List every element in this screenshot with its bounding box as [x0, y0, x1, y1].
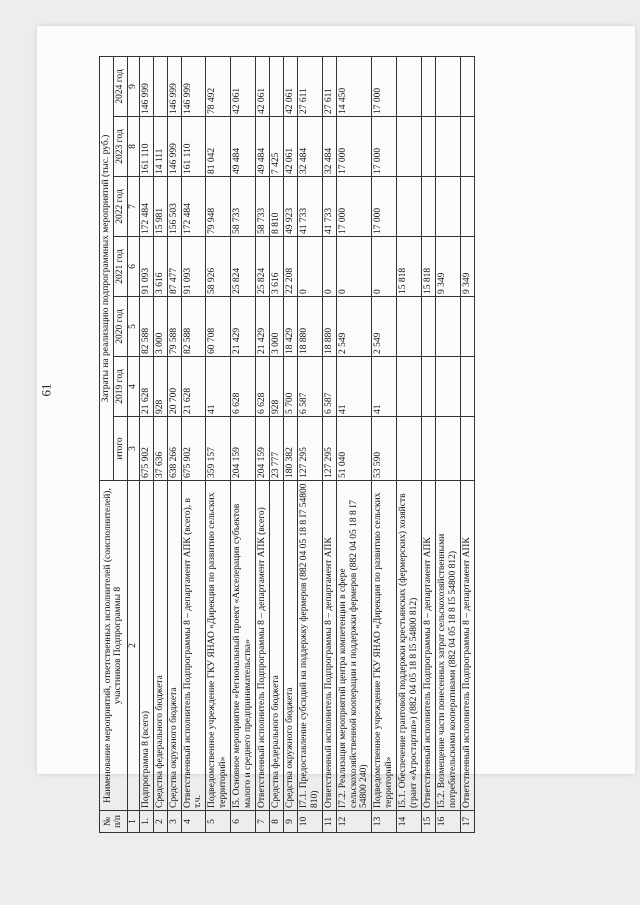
index-cell: 9 — [127, 56, 139, 116]
row-year-value: 49 484 — [256, 117, 270, 177]
row-year-value: 14 450 — [336, 56, 372, 116]
row-name: Средства окружного бюджета — [283, 481, 297, 811]
row-year-value: 17 000 — [372, 177, 397, 237]
row-year-value: 58 733 — [231, 177, 256, 237]
row-year-value: 5 700 — [283, 357, 297, 417]
row-name: Средства федерального бюджета — [269, 481, 283, 811]
row-year-value — [460, 297, 474, 357]
row-total — [422, 417, 436, 481]
row-name: Ответственный исполнитель Подпрограммы 8 – департамент АПК — [460, 481, 474, 811]
header-name: Наименование мероприятий, ответственных исполнителей (соисполнителей), участников Подпрограммы 8 — [100, 481, 128, 811]
row-year-value: 161 110 — [139, 117, 153, 177]
table-row — [231, 56, 256, 832]
row-year-value — [460, 357, 474, 417]
row-number: 4 — [181, 811, 206, 833]
row-name: I7.2. Реализация мероприятий центра компетенции в сфере сельскохозяйственной кооперации и поддержки фермеров (882 04 05 18 8 I7 54800 240) — [336, 481, 372, 811]
row-year-value: 82 588 — [139, 297, 153, 357]
row-year-value: 79 588 — [167, 297, 181, 357]
row-year-value: 21 429 — [256, 297, 270, 357]
row-name: Ответственный исполнитель Подпрограммы 8 – департамент АПК (всего) — [256, 481, 270, 811]
row-year-value: 17 000 — [336, 177, 372, 237]
table-row — [372, 56, 397, 832]
row-year-value: 18 429 — [283, 297, 297, 357]
header-year: 2020 год — [113, 297, 127, 357]
row-year-value: 32 484 — [297, 117, 322, 177]
header-year: 2019 год — [113, 357, 127, 417]
row-name: Средства окружного бюджета — [167, 481, 181, 811]
row-total: 53 590 — [372, 417, 397, 481]
row-year-value: 15 981 — [153, 177, 167, 237]
row-name: I5.1. Обеспечение грантовой поддержки крестьянских (фермерских) хозяйств (грант «Агростартап») (882 04 05 18 8 I5 54800 812) — [397, 481, 422, 811]
header-year: 2023 год — [113, 117, 127, 177]
row-year-value: 146 999 — [181, 56, 206, 116]
row-year-value: 15 818 — [422, 237, 436, 297]
row-year-value: 6 628 — [231, 357, 256, 417]
row-year-value: 49 923 — [283, 177, 297, 237]
row-year-value: 21 429 — [231, 297, 256, 357]
table-row — [397, 56, 422, 832]
row-year-value: 27 611 — [297, 56, 322, 116]
table-row — [322, 56, 336, 832]
row-year-value: 21 628 — [181, 357, 206, 417]
row-year-value — [435, 357, 460, 417]
index-cell: 2 — [127, 481, 139, 811]
row-number: 8 — [269, 811, 283, 833]
row-number: 10 — [297, 811, 322, 833]
page-number: 61 — [38, 383, 54, 397]
row-total — [435, 417, 460, 481]
table-row — [269, 56, 283, 832]
row-year-value: 161 110 — [181, 117, 206, 177]
row-year-value: 41 — [336, 357, 372, 417]
index-cell: 5 — [127, 297, 139, 357]
row-year-value — [397, 357, 422, 417]
row-total: 51 040 — [336, 417, 372, 481]
row-year-value — [435, 297, 460, 357]
index-cell: 1 — [127, 811, 139, 833]
row-year-value — [422, 56, 436, 116]
budget-table — [99, 56, 475, 833]
table-row — [460, 56, 474, 832]
header-total: итого — [113, 417, 127, 481]
row-year-value — [460, 56, 474, 116]
table-row — [256, 56, 270, 832]
row-year-value: 7 425 — [269, 117, 283, 177]
row-name: Ответственный исполнитель Подпрограммы 8 – департамент АПК — [322, 481, 336, 811]
row-year-value: 15 818 — [397, 237, 422, 297]
table-row — [153, 56, 167, 832]
table-row — [283, 56, 297, 832]
row-year-value: 42 061 — [283, 117, 297, 177]
row-total: 204 159 — [256, 417, 270, 481]
row-year-value: 6 628 — [256, 357, 270, 417]
header-index-row — [127, 56, 139, 832]
table-row — [181, 56, 206, 832]
row-year-value: 58 926 — [206, 237, 231, 297]
row-year-value: 0 — [297, 237, 322, 297]
row-year-value: 41 733 — [297, 177, 322, 237]
row-year-value: 22 208 — [283, 237, 297, 297]
row-year-value: 9 349 — [435, 237, 460, 297]
row-year-value: 91 093 — [139, 237, 153, 297]
table-row — [336, 56, 372, 832]
row-year-value: 3 616 — [269, 237, 283, 297]
row-year-value: 27 611 — [322, 56, 336, 116]
row-year-value: 3 000 — [269, 297, 283, 357]
row-year-value: 9 349 — [460, 237, 474, 297]
row-year-value: 25 824 — [231, 237, 256, 297]
row-year-value: 928 — [153, 357, 167, 417]
row-year-value: 14 111 — [153, 117, 167, 177]
row-year-value: 0 — [322, 237, 336, 297]
table-body — [139, 56, 474, 832]
row-name: Ответственный исполнитель Подпрограммы 8 – департамент АПК (всего), в т.ч. — [181, 481, 206, 811]
rotated-table-container — [99, 57, 613, 833]
row-year-value: 2 549 — [372, 297, 397, 357]
row-year-value: 17 000 — [372, 56, 397, 116]
row-year-value: 17 000 — [336, 117, 372, 177]
row-name: Подведомственное учреждение ГКУ ЯНАО «Дирекция по развитию сельских территорий» — [206, 481, 231, 811]
row-total: 359 157 — [206, 417, 231, 481]
row-number: 5 — [206, 811, 231, 833]
row-name: Ответственный исполнитель Подпрограммы 8 – департамент АПК — [422, 481, 436, 811]
row-total: 180 382 — [283, 417, 297, 481]
row-name: I7.1. Предоставление субсидий на поддержку фермеров (882 04 05 18 8 I7 54800 810) — [297, 481, 322, 811]
row-year-value: 3 000 — [153, 297, 167, 357]
row-number: 1. — [139, 811, 153, 833]
table-row — [422, 56, 436, 832]
row-total: 675 902 — [139, 417, 153, 481]
row-total: 23 777 — [269, 417, 283, 481]
row-total: 127 295 — [297, 417, 322, 481]
row-total: 638 266 — [167, 417, 181, 481]
row-year-value: 8 810 — [269, 177, 283, 237]
row-number: 2 — [153, 811, 167, 833]
row-year-value: 42 061 — [283, 56, 297, 116]
row-number: 9 — [283, 811, 297, 833]
table-row — [139, 56, 153, 832]
row-year-value — [422, 297, 436, 357]
row-year-value: 146 999 — [167, 56, 181, 116]
row-number: 17 — [460, 811, 474, 833]
table-row — [435, 56, 460, 832]
row-year-value: 60 708 — [206, 297, 231, 357]
row-total — [460, 417, 474, 481]
row-name: Подпрограмма 8 (всего) — [139, 481, 153, 811]
row-year-value — [422, 117, 436, 177]
table-row — [167, 56, 181, 832]
row-year-value: 91 093 — [181, 237, 206, 297]
row-name: Подведомственное учреждение ГКУ ЯНАО «Дирекция по развитию сельских территорий» — [372, 481, 397, 811]
row-year-value — [460, 177, 474, 237]
row-year-value — [397, 177, 422, 237]
row-year-value: 172 484 — [139, 177, 153, 237]
header-year: 2021 год — [113, 237, 127, 297]
row-year-value: 25 824 — [256, 237, 270, 297]
row-year-value — [435, 177, 460, 237]
row-number: 7 — [256, 811, 270, 833]
row-number: 11 — [322, 811, 336, 833]
row-number: 13 — [372, 811, 397, 833]
row-number: 3 — [167, 811, 181, 833]
row-year-value — [422, 357, 436, 417]
table-row — [206, 56, 231, 832]
row-year-value: 0 — [372, 237, 397, 297]
row-total: 37 636 — [153, 417, 167, 481]
row-year-value: 156 503 — [167, 177, 181, 237]
row-year-value: 21 628 — [139, 357, 153, 417]
row-year-value: 6 587 — [297, 357, 322, 417]
row-year-value — [397, 297, 422, 357]
row-year-value: 58 733 — [256, 177, 270, 237]
header-year: 2024 год — [113, 56, 127, 116]
row-year-value — [269, 56, 283, 116]
row-year-value: 81 042 — [206, 117, 231, 177]
row-year-value: 49 484 — [231, 117, 256, 177]
row-total: 204 159 — [231, 417, 256, 481]
row-year-value — [153, 56, 167, 116]
row-year-value: 172 484 — [181, 177, 206, 237]
row-year-value: 18 880 — [297, 297, 322, 357]
row-year-value — [397, 117, 422, 177]
header-no: № п/п — [100, 811, 128, 833]
row-year-value: 32 484 — [322, 117, 336, 177]
row-year-value: 78 492 — [206, 56, 231, 116]
index-cell: 4 — [127, 357, 139, 417]
row-year-value: 79 948 — [206, 177, 231, 237]
index-cell: 8 — [127, 117, 139, 177]
row-year-value: 928 — [269, 357, 283, 417]
row-year-value: 2 549 — [336, 297, 372, 357]
row-year-value: 42 061 — [256, 56, 270, 116]
row-total — [397, 417, 422, 481]
header-costs: Затраты на реализацию подпрограммных мероприятий (тыс. руб.) — [100, 56, 114, 480]
row-year-value — [435, 117, 460, 177]
index-cell: 7 — [127, 177, 139, 237]
row-year-value: 82 588 — [181, 297, 206, 357]
row-year-value: 87 477 — [167, 237, 181, 297]
row-year-value — [435, 56, 460, 116]
row-year-value: 20 700 — [167, 357, 181, 417]
row-year-value: 17 000 — [372, 117, 397, 177]
row-name: Средства федерального бюджета — [153, 481, 167, 811]
row-year-value: 3 616 — [153, 237, 167, 297]
row-total: 127 295 — [322, 417, 336, 481]
index-cell: 6 — [127, 237, 139, 297]
header-year: 2022 год — [113, 177, 127, 237]
row-year-value — [460, 117, 474, 177]
row-year-value: 41 — [206, 357, 231, 417]
row-year-value: 41 — [372, 357, 397, 417]
table-row — [297, 56, 322, 832]
row-total: 675 902 — [181, 417, 206, 481]
row-year-value: 41 733 — [322, 177, 336, 237]
row-name: I5. Основное мероприятие «Региональный проект «Акселерация субъектов малого и среднего предпринимательства» — [231, 481, 256, 811]
row-number: 15 — [422, 811, 436, 833]
row-year-value: 6 587 — [322, 357, 336, 417]
row-year-value: 146 999 — [167, 117, 181, 177]
row-year-value: 42 061 — [231, 56, 256, 116]
row-year-value — [397, 56, 422, 116]
row-number: 14 — [397, 811, 422, 833]
row-year-value: 0 — [336, 237, 372, 297]
header-row-1 — [100, 56, 114, 832]
index-cell: 3 — [127, 417, 139, 481]
row-name: I5.2. Возмещение части понесенных затрат сельскохозяйственными потребительскими кооперативами (882 04 05 18 8 I5 54800 812) — [435, 481, 460, 811]
row-year-value: 18 880 — [322, 297, 336, 357]
row-number: 6 — [231, 811, 256, 833]
row-year-value — [422, 177, 436, 237]
row-number: 12 — [336, 811, 372, 833]
row-number: 16 — [435, 811, 460, 833]
row-year-value: 146 999 — [139, 56, 153, 116]
